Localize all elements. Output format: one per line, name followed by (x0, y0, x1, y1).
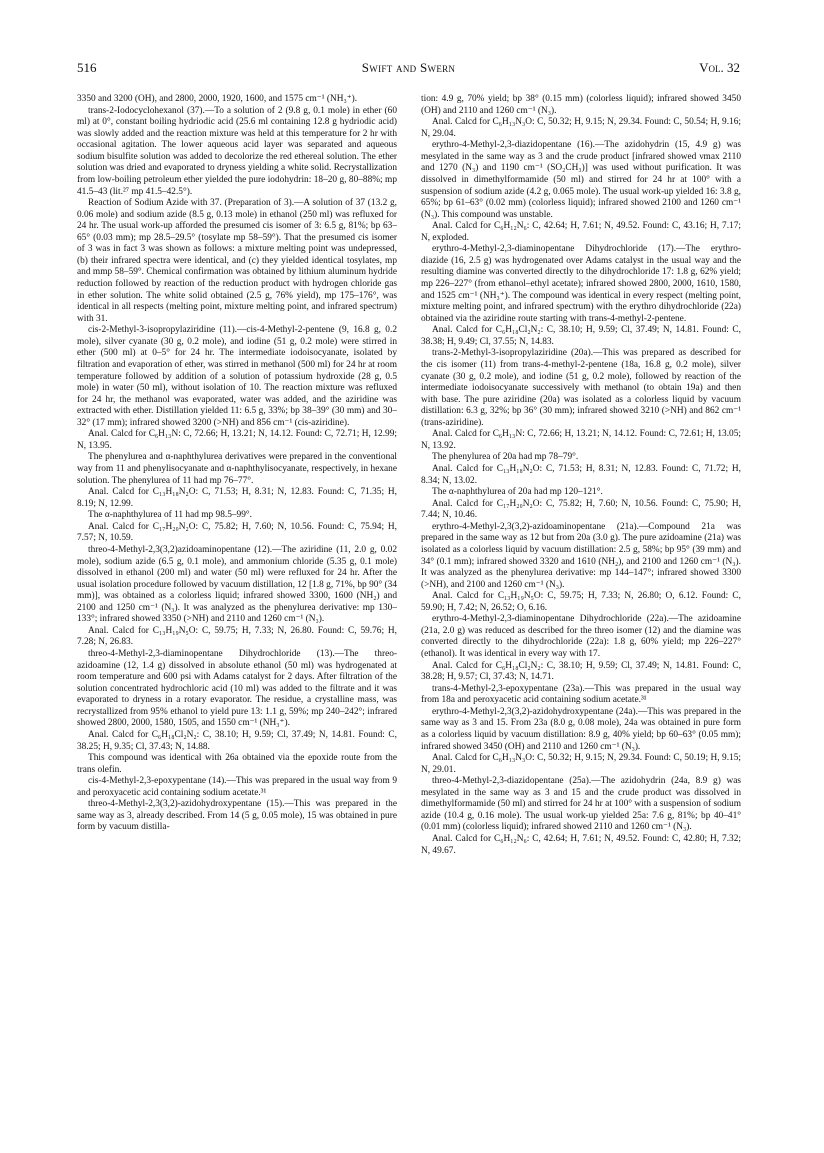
paragraph: Anal. Calcd for C₁₇H₂₀N₂O: C, 75.82; H, 7.60; N, 10.56. Found: C, 75.90; H, 7.44; N, 10.46. (421, 498, 741, 521)
paragraph: Anal. Calcd for C₁₇H₂₀N₂O: C, 75.82; H, 7.60; N, 10.56. Found: C, 75.94; H, 7.57; N, 10.59. (77, 521, 397, 544)
paragraph: Anal. Calcd for C₆H₁₂N₆: C, 42.64; H, 7.61; N, 49.52. Found: C, 43.16; H, 7.17; N, exploded. (421, 221, 741, 243)
paragraph: The phenylurea and α-naphthylurea derivatives were prepared in the conventional way from 11 and phenylisocyanate and α-naphthylisocyanate, respectively, in hexane solution. The phenylurea of 11 had mp 76–77°. (77, 452, 397, 486)
paragraph: erythro-4-Methyl-2,3(3,2)-azidoaminopentane (21a).—Compound 21a was prepared in the same way as 12 but from 20a (3.0 g). The pure azidoamine (21a) was isolated as a colorless liquid by vacuum distillation: 2.5 g, 58%; bp 95° (39 mm) and 34° (0.1 mm); infrared showed 3320 and 1610 (NH₂), and 2100 and 1260 cm⁻¹ (N₃). It was analyzed as the phenylurea derivative: mp 144–147°; infrared showed 3300 (>NH), and 2100 and 1260 cm⁻¹ (N₃). (421, 521, 741, 590)
paragraph: The α-naphthylurea of 20a had mp 120–121°. (432, 487, 603, 498)
paragraph: Anal. Calcd for C₁₃H₁₈N₂O: C, 71.53; H, 8.31; N, 12.83. Found: C, 71.72; H, 8.34; N, 13.02. (421, 464, 741, 486)
paragraph: trans-2-Methyl-3-isopropylaziridine (20a).—This was prepared as described for the cis isomer (11) from trans-4-methyl-2-pentene (18a, 16.8 g, 0.2 mole), silver cyanate (30 g, 0.2 mole), and iodine (51 g, 0.2 mole), followed by reaction of the intermediate iodoisocyanate successively with methanol (to obtain 19a) and then with base. The pure aziridine (20a) was isolated as a colorless liquid by vacuum distillation: 6.3 g, 32%; bp 36° (30 mm); infrared showed 3210 (>NH) and 862 cm⁻¹ (trans-aziridine). (421, 348, 741, 428)
paragraph: tion: 4.9 g, 70% yield; bp 38° (0.15 mm) (colorless liquid); infrared showed 3450 (OH) and 2110 and 1260 cm⁻¹ (N₃). (421, 94, 741, 116)
paragraph: erythro-4-Methyl-2,3-diaminopentane Dihydrochloride (17).—The erythro-diazide (16, 2.5 g) was hydrogenated over Adams catalyst in the usual way and the resulting diamine was converted directly to the dihydrochloride 17: 1.8 g, 62% yield; mp 226–227° (from ethanol–ethyl acetate); infrared showed 2800, 2000, 1610, 1580, and 1525 cm⁻¹ (NH₃⁺). The compound was identical in every respect (melting point, mixture melting point, and infrared spectrum) with the erythro dihydrochloride (22a) obtained via the aziridine route starting with trans-4-methyl-2-pentene. (421, 244, 741, 324)
paragraph: Anal. Calcd for C₆H₁₈Cl₂N₂: C, 38.10; H, 9.59; Cl, 37.49; N, 14.81. Found: C, 38.25; H, 9.35; Cl, 37.43; N, 14.88. (77, 729, 397, 752)
paragraph: threo-4-Methyl-2,3(3,2)azidoaminopentane (12).—The aziridine (11, 2.0 g, 0.02 mole), sodium azide (6.5 g, 0.1 mole), and ammonium chloride (5.35 g, 0.1 mole) dissolved in ethanol (200 ml) and water (50 ml) were refluxed for 24 hr. After the usual isolation procedure followed by vacuum distillation, 12 [1.8 g, 71%, bp 90° (34 mm)], was obtained as a colorless liquid; infrared showed 3300, 1600 (NH₂) and 2100 and 1250 cm⁻¹ (N₃). It was analyzed as the phenylurea derivative: mp 130–133°; infrared showed 3350 (>NH) and 2110 and 1260 cm⁻¹ (N₃). (77, 544, 397, 625)
paragraph: 3350 and 3200 (OH), and 2800, 2000, 1920, 1600, and 1575 cm⁻¹ (NH₃⁺). (77, 94, 358, 104)
paragraph: Anal. Calcd for C₆H₁₃N₃O: C, 50.32; H, 9.15; N, 29.34. Found: C, 50.19; H, 9.15; N, 29.01. (421, 753, 741, 775)
paragraph: erythro-4-Methyl-2,3(3,2)-azidohydroxypentane (24a).—This was prepared in the same way as 3 and 15. From 23a (8.0 g, 0.08 mole), 24a was obtained in pure form as a colorless liquid by vacuum distillation: 8.9 g, 40% yield; bp 60–63° (0.05 mm); infrared showed 3450 (OH) and 2110 and 1260 cm⁻¹ (N₃). (421, 706, 741, 752)
paragraph: Anal. Calcd for C₁₃H₁₈N₂O: C, 71.53; H, 8.31; N, 12.83. Found: C, 71.35; H, 8.19; N, 12.99. (77, 487, 397, 509)
paragraph: Anal. Calcd for C₁₃H₁₉N₅O: C, 59.75; H, 7.33; N, 26.80. Found: C, 59.76; H, 7.28; N, 26.83. (77, 625, 397, 648)
paragraph: erythro-4-Methyl-2,3-diaminopentane Dihydrochloride (22a).—The azidoamine (21a, 2.0 g) was reduced as described for the threo isomer (12) and the diamine was converted directly to the dihydrochloride (22a): 1.8 g, 60% yield; mp 226–227° (ethanol). It was identical in every way with 17. (421, 614, 741, 659)
left-column (77, 94, 397, 1130)
paragraph: Anal. Calcd for C₆H₁₃N: C, 72.66; H, 13.21; N, 14.12. Found: C, 72.71; H, 12.99; N, 13.95. (77, 429, 397, 451)
paragraph: This compound was identical with 26a obtained via the epoxide route from the trans olefin. (77, 753, 397, 775)
paragraph: Anal. Calcd for C₆H₁₂N₆: C, 42.64; H, 7.61; N, 49.52. Found: C, 42.80; H, 7.32; N, 49.67. (421, 834, 741, 856)
paragraph: cis-2-Methyl-3-isopropylaziridine (11).—cis-4-Methyl-2-pentene (9, 16.8 g, 0.2 mole), silver cyanate (30 g, 0.2 mole), and iodine (51 g, 0.2 mole) were stirred in ether (500 ml) at 0–5° for 24 hr. The intermediate iodoisocyanate, isolated by filtration and evaporation of ether, was stirred in methanol (500 ml) for 24 hr at room temperature followed by addition of a solution of potassium hydroxide (28 g, 0.5 mole) in water (50 ml), without isolation of 10. The reaction mixture was refluxed for 24 hr, the methanol was evaporated, water was added, and the aziridine was extracted with ether. Distillation yielded 11: 6.5 g, 33%; bp 38–39° (30 mm) and 30–32° (17 mm); infrared showed 3200 (>NH) and 856 cm⁻¹ (cis-aziridine). (77, 325, 397, 428)
paragraph: Anal. Calcd for C₁₃H₁₉N₅O: C, 59.75; H, 7.33; N, 26.80; O, 6.12. Found: C, 59.90; H, 7.42; N, 26.52; O, 6.16. (421, 591, 741, 613)
volume-label: Vol. 32 (699, 60, 740, 75)
paragraph: trans-4-Methyl-2,3-epoxypentane (23a).—This was prepared in the usual way from 18a and peroxyacetic acid containing sodium acetate.³¹ (421, 683, 741, 706)
paragraph: Anal. Calcd for C₆H₁₈Cl₂N₂: C, 38.10; H, 9.59; Cl, 37.49; N, 14.81. Found: C, 38.38; H, 9.49; Cl, 37.55; N, 14.83. (421, 325, 741, 347)
paragraph: threo-4-Methyl-2,3-diaminopentane Dihydrochloride (13).—The threo-azidoamine (12, 1.4 g) dissolved in absolute ethanol (50 ml) was hydrogenated at room temperature and 600 psi with Adams catalyst for 2 days. After filtration of the solution concentrated hydrochloric acid (10 ml) was added to the filtrate and it was evaporated to dryness in a rotary evaporator. The residue, a crystalline mass, was recrystallized from 95% ethanol to yield pure 13: 1.1 g, 59%; mp 240–242°; infrared showed 2800, 2000, 1580, 1505, and 1550 cm⁻¹ (NH₃⁺). (77, 649, 397, 729)
paragraph: cis-4-Methyl-2,3-epoxypentane (14).—This was prepared in the usual way from 9 and peroxyacetic acid containing sodium acetate.³¹ (77, 776, 397, 798)
page-number: 516 (77, 60, 97, 75)
paragraph: Anal. Calcd for C₆H₁₃N₃O: C, 50.32; H, 9.15; N, 29.34. Found: C, 50.54; H, 9.16; N, 29.04. (421, 117, 741, 139)
paragraph: The α-naphthylurea of 11 had mp 98.5–99°. (88, 510, 252, 521)
paragraph: threo-4-Methyl-2,3-diazidopentane (25a).—The azidohydrin (24a, 8.9 g) was mesylated in the same way as 3 and 15 and the crude product was dissolved in dimethylformamide (50 ml) and stirred for 24 hr at 100° with a suspension of sodium azide (10.4 g, 0.16 mole). The usual work-up yielded 25a: 7.6 g, 81%; bp 40–41° (0.01 mm) (colorless liquid); infrared showed 2110 and 1260 cm⁻¹ (N₃). (421, 776, 741, 833)
paragraph: Reaction of Sodium Azide with 37. (Preparation of 3).—A solution of 37 (13.2 g, 0.06 mole) and sodium azide (8.5 g, 0.13 mole) in ethanol (250 ml) was refluxed for 24 hr. The usual work-up afforded the presumed cis isomer of 3: 6.5 g, 81%; bp 63–65° (0.03 mm); mp 28.5–29.5° (tosylate mp 58–59°). That the presumed cis isomer of 3 was in fact 3 was shown as follows: a mixture melting point was undepressed, (b) their infrared spectra were identical, and (c) they yielded identical tosylates, mp and mmp 58–59°. Chemical confirmation was obtained by lithium aluminum hydride reduction followed by reaction of the reduction product with hydrogen chloride gas in ether solution. The white solid obtained (2.5 g, 76% yield), mp 175–176°, was identical in all respects (melting point, mixture melting point, and infrared spectrum) with 31. (77, 198, 397, 324)
running-head: Swift and Swern (361, 60, 456, 75)
paragraph: Anal. Calcd for C₆H₁₃N: C, 72.66; H, 13.21; N, 14.12. Found: C, 72.61; H, 13.05; N, 13.92. (421, 429, 741, 451)
paragraph: Anal. Calcd for C₆H₁₈Cl₂N₂: C, 38.10; H, 9.59; Cl, 37.49; N, 14.81. Found: C, 38.28; H, 9.57; Cl, 37.43; N, 14.71. (421, 660, 741, 683)
paragraph: trans-2-Iodocyclohexanol (37).—To a solution of 2 (9.8 g, 0.1 mole) in ether (60 ml) at 0°, constant boiling hydriodic acid (25.6 ml containing 12.8 g hydriodic acid) was slowly added and the reaction mixture was held at this temperature for 2 hr with occasional agitation. The lower aqueous acid layer was separated and aqueous sodium bisulfite solution was added to decolorize the red ethereal solution. The ether solution was dried and evaporated to dryness yielding a white solid. Recrystallization from low-boiling petroleum ether yielded the pure iodohydrin: 18–20 g, 80–88%; mp 41.5–43 (lit.²⁷ mp 41.5–42.5°). (77, 105, 397, 197)
right-column (421, 94, 741, 1130)
paragraph: erythro-4-Methyl-2,3-diazidopentane (16).—The azidohydrin (15, 4.9 g) was mesylated in the same way as 3 and the crude product [infrared showed νmax 2110 and 1270 (N₃) and 1190 cm⁻¹ (SO₂CH₃)] was used without purification. It was dissolved in dimethylformamide (50 ml) and stirred for 24 hr at 100° with a suspension of sodium azide (4.2 g, 0.065 mole). The usual work-up yielded 16: 3.8 g, 65%; bp 61–63° (0.02 mm) (colorless liquid); infrared showed 2100 and 1260 cm⁻¹ (N₃). This compound was unstable. (421, 140, 741, 220)
page-header (77, 60, 740, 82)
paragraph: threo-4-Methyl-2,3(3,2)-azidohydroxypentane (15).—This was prepared in the same way as 3, already described. From 14 (5 g, 0.05 mole), 15 was obtained in pure form by vacuum distilla- (77, 799, 397, 833)
paragraph: The phenylurea of 20a had mp 78–79°. (432, 452, 579, 463)
